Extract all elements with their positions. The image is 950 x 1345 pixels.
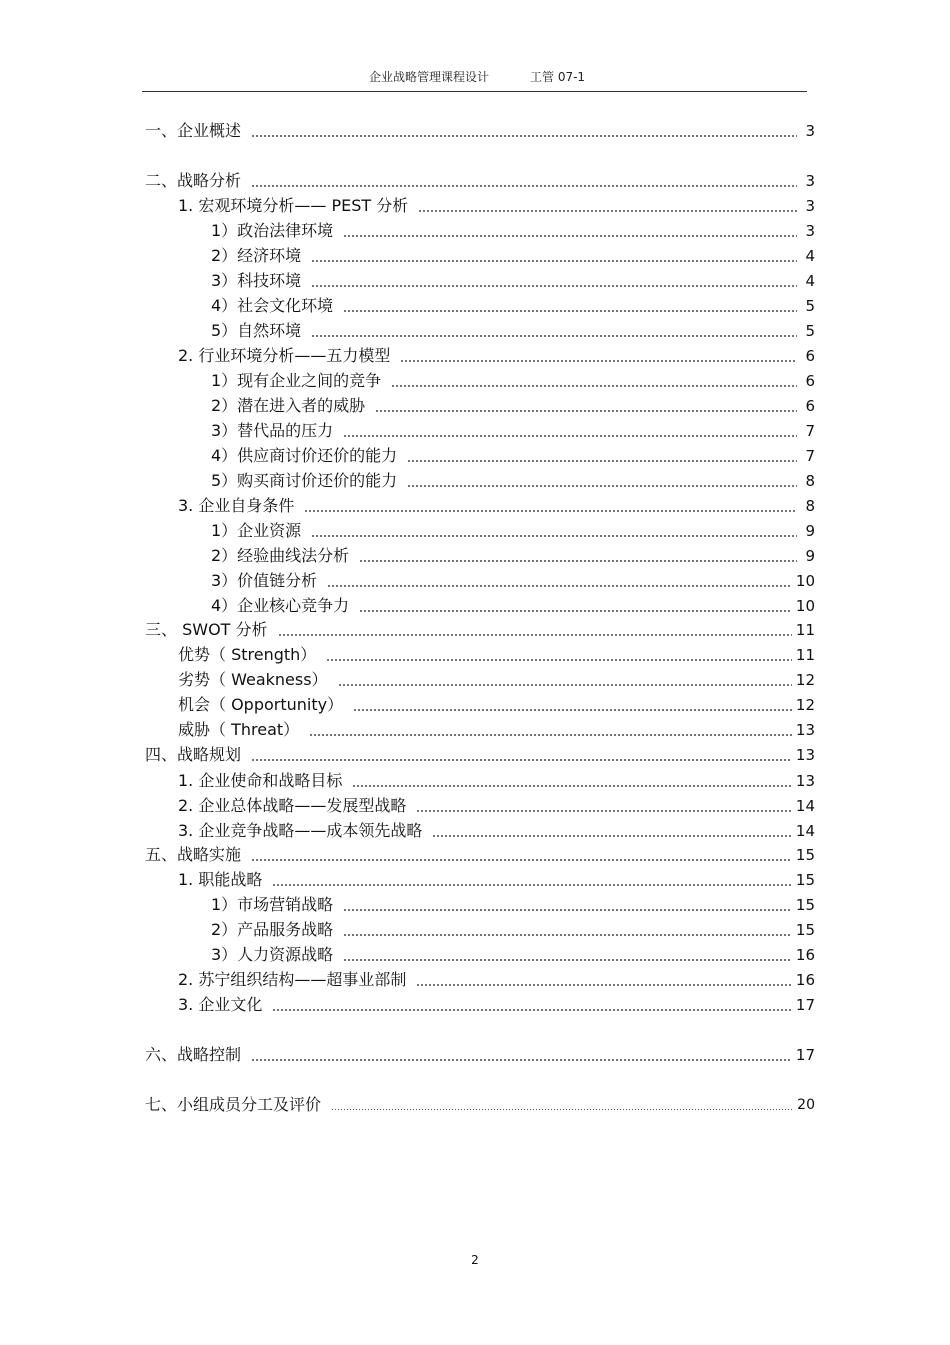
- toc-entry-label: 2）潜在进入者的威胁: [211, 396, 366, 415]
- dot-leader: [311, 274, 797, 288]
- toc-entry-label: 2. 企业总体战略——发展型战略: [178, 796, 407, 815]
- toc-entry-page: 3: [805, 122, 815, 140]
- toc-entry[interactable]: [145, 741, 815, 765]
- toc-entry[interactable]: [145, 616, 815, 640]
- toc-entry-page: 12: [795, 671, 815, 689]
- header-title: 企业战略管理课程设计: [369, 70, 490, 84]
- toc-entry[interactable]: [178, 817, 815, 841]
- toc-entry[interactable]: [211, 267, 815, 291]
- toc-entry[interactable]: [211, 567, 815, 591]
- toc-entry-label: 3）科技环境: [211, 271, 302, 290]
- toc-entry[interactable]: [211, 542, 815, 566]
- toc-entry-label: 劣势（ Weakness）: [178, 670, 328, 689]
- toc-entry-label: 1）企业资源: [211, 521, 302, 540]
- dot-leader: [416, 973, 792, 987]
- toc-entry[interactable]: [211, 367, 815, 391]
- toc-entry-page: 9: [805, 547, 815, 565]
- dot-leader: [359, 599, 792, 613]
- toc-entry[interactable]: [178, 342, 815, 366]
- toc-entry-page: 11: [795, 646, 815, 664]
- dot-leader: [407, 474, 797, 488]
- toc-entry-page: 5: [805, 322, 815, 340]
- toc-entry[interactable]: [211, 517, 815, 541]
- toc-entry[interactable]: [211, 467, 815, 491]
- toc-entry-label: 4）企业核心竞争力: [211, 596, 350, 615]
- toc-entry-label: 3. 企业竞争战略——成本领先战略: [178, 821, 423, 840]
- toc-entry-page: 16: [795, 971, 815, 989]
- dot-leader: [432, 824, 792, 838]
- toc-entry-label: 3）人力资源战略: [211, 945, 334, 964]
- dot-leader: [407, 449, 797, 463]
- toc-entry[interactable]: [178, 991, 815, 1015]
- toc-entry-page: 13: [795, 772, 815, 790]
- dot-leader: [400, 349, 797, 363]
- toc-entry-page: 3: [805, 172, 815, 190]
- dot-leader: [251, 848, 792, 862]
- toc-entry-label: 三、 SWOT 分析: [145, 620, 268, 639]
- toc-entry-label: 威胁（ Threat）: [178, 720, 300, 739]
- toc-entry-label: 一、企业概述: [145, 121, 242, 140]
- toc-entry-label: 二、战略分析: [145, 171, 242, 190]
- toc-entry-label: 5）购买商讨价还价的能力: [211, 471, 398, 490]
- toc-entry[interactable]: [145, 841, 815, 865]
- toc-entry-page: 4: [805, 272, 815, 290]
- toc-entry-page: 8: [805, 472, 815, 490]
- toc-entry-page: 5: [805, 297, 815, 315]
- toc-entry[interactable]: [211, 392, 815, 416]
- toc-entry[interactable]: [211, 317, 815, 341]
- toc-entry[interactable]: [145, 1091, 815, 1115]
- toc-entry-page: 14: [795, 797, 815, 815]
- toc-entry-page: 8: [805, 497, 815, 515]
- toc-entry-page: 15: [795, 896, 815, 914]
- toc-entry-label: 3. 企业自身条件: [178, 496, 295, 515]
- toc-entry[interactable]: [145, 117, 815, 141]
- toc-entry-label: 2）产品服务战略: [211, 920, 334, 939]
- toc-entry-page: 16: [795, 946, 815, 964]
- toc-entry-label: 1）政治法律环境: [211, 221, 334, 240]
- dot-leader: [311, 524, 797, 538]
- toc-entry-label: 2. 苏宁组织结构——超事业部制: [178, 970, 407, 989]
- toc-entry-label: 4）供应商讨价还价的能力: [211, 446, 398, 465]
- toc-entry-label: 4）社会文化环境: [211, 296, 334, 315]
- toc-entry-label: 1）市场营销战略: [211, 895, 334, 914]
- toc-entry[interactable]: [211, 916, 815, 940]
- toc-entry-page: 3: [805, 222, 815, 240]
- toc-entry[interactable]: [211, 417, 815, 441]
- toc-entry-page: 17: [795, 996, 815, 1014]
- dot-leader: [251, 124, 797, 138]
- toc-entry-label: 六、战略控制: [145, 1045, 242, 1064]
- toc-entry-page: 15: [795, 921, 815, 939]
- dot-leader: [338, 673, 792, 687]
- dot-leader: [343, 224, 797, 238]
- toc-entry-label: 3）替代品的压力: [211, 421, 334, 440]
- toc-entry-page: 15: [795, 846, 815, 864]
- toc-entry[interactable]: [178, 691, 815, 715]
- toc-entry[interactable]: [211, 941, 815, 965]
- toc-entry-page: 6: [805, 397, 815, 415]
- dot-leader: [327, 574, 792, 588]
- dot-leader: [391, 374, 797, 388]
- toc-entry-label: 2）经济环境: [211, 246, 302, 265]
- dot-leader: [309, 723, 792, 737]
- toc-entry-page: 11: [795, 621, 815, 639]
- toc-entry[interactable]: [145, 167, 815, 191]
- toc-entry[interactable]: [178, 641, 815, 665]
- dot-leader: [343, 923, 792, 937]
- dot-leader: [331, 1101, 793, 1111]
- dot-leader: [352, 774, 792, 788]
- toc-entry-label: 3. 企业文化: [178, 995, 263, 1014]
- toc-entry-label: 2）经验曲线法分析: [211, 546, 350, 565]
- toc-entry-page: 3: [805, 197, 815, 215]
- dot-leader: [359, 549, 797, 563]
- toc-entry[interactable]: [178, 716, 815, 740]
- dot-leader: [343, 299, 797, 313]
- toc-entry-label: 1）现有企业之间的竞争: [211, 371, 382, 390]
- toc-entry[interactable]: [178, 767, 815, 791]
- dot-leader: [251, 1048, 792, 1062]
- toc-entry[interactable]: [211, 442, 815, 466]
- toc-entry-label: 1. 职能战略: [178, 870, 263, 889]
- toc-entry[interactable]: [211, 292, 815, 316]
- toc-entry-label: 5）自然环境: [211, 321, 302, 340]
- toc-entry[interactable]: [178, 192, 815, 216]
- toc-entry-page: 17: [795, 1046, 815, 1064]
- dot-leader: [418, 199, 797, 213]
- dot-leader: [251, 174, 797, 188]
- dot-leader: [304, 499, 797, 513]
- toc-entry[interactable]: [178, 866, 815, 890]
- dot-leader: [326, 648, 792, 662]
- dot-leader: [353, 698, 792, 712]
- toc-entry-page: 6: [805, 347, 815, 365]
- toc-entry[interactable]: [211, 242, 815, 266]
- dot-leader: [416, 799, 792, 813]
- toc-entry[interactable]: [178, 792, 815, 816]
- toc-entry-page: 9: [805, 522, 815, 540]
- dot-leader: [272, 873, 792, 887]
- toc-entry-label: 机会（ Opportunity）: [178, 695, 344, 714]
- toc-entry-page: 13: [795, 721, 815, 739]
- toc-entry[interactable]: [211, 217, 815, 241]
- toc-entry-page: 6: [805, 372, 815, 390]
- toc-entry-page: 14: [795, 822, 815, 840]
- toc-entry-label: 2. 行业环境分析——五力模型: [178, 346, 391, 365]
- dot-leader: [343, 948, 792, 962]
- dot-leader: [311, 324, 797, 338]
- toc-entry-page: 13: [795, 746, 815, 764]
- toc-entry[interactable]: [145, 1041, 815, 1065]
- toc-entry-label: 四、战略规划: [145, 745, 242, 764]
- toc-entry-label: 3）价值链分析: [211, 571, 318, 590]
- dot-leader: [343, 898, 792, 912]
- toc-entry-page: 7: [805, 447, 815, 465]
- toc-entry[interactable]: [178, 966, 815, 990]
- toc-entry[interactable]: [178, 492, 815, 516]
- toc-entry-label: 1. 企业使命和战略目标: [178, 771, 343, 790]
- toc-entry-label: 1. 宏观环境分析—— PEST 分析: [178, 196, 409, 215]
- toc-entry-label: 七、小组成员分工及评价: [145, 1095, 322, 1114]
- dot-leader: [251, 748, 792, 762]
- toc-entry[interactable]: [211, 891, 815, 915]
- toc-entry-page: 12: [795, 696, 815, 714]
- dot-leader: [375, 399, 797, 413]
- toc-entry[interactable]: [211, 592, 815, 616]
- toc-entry-page: 7: [805, 422, 815, 440]
- dot-leader: [311, 249, 797, 263]
- dot-leader: [343, 424, 797, 438]
- dot-leader: [272, 998, 792, 1012]
- header-class-label: 工管 07-1: [530, 70, 586, 84]
- toc-entry-page: 15: [795, 871, 815, 889]
- toc-entry-label: 优势（ Strength）: [178, 645, 317, 664]
- toc-entry-page: 10: [795, 597, 815, 615]
- toc-entry[interactable]: [178, 666, 815, 690]
- toc-entry-page: 10: [795, 572, 815, 590]
- toc-entry-page: 20: [797, 1097, 815, 1113]
- page-number: 2: [471, 1253, 479, 1267]
- toc-entry-page: 4: [805, 247, 815, 265]
- dot-leader: [278, 623, 792, 637]
- toc-entry-label: 五、战略实施: [145, 845, 242, 864]
